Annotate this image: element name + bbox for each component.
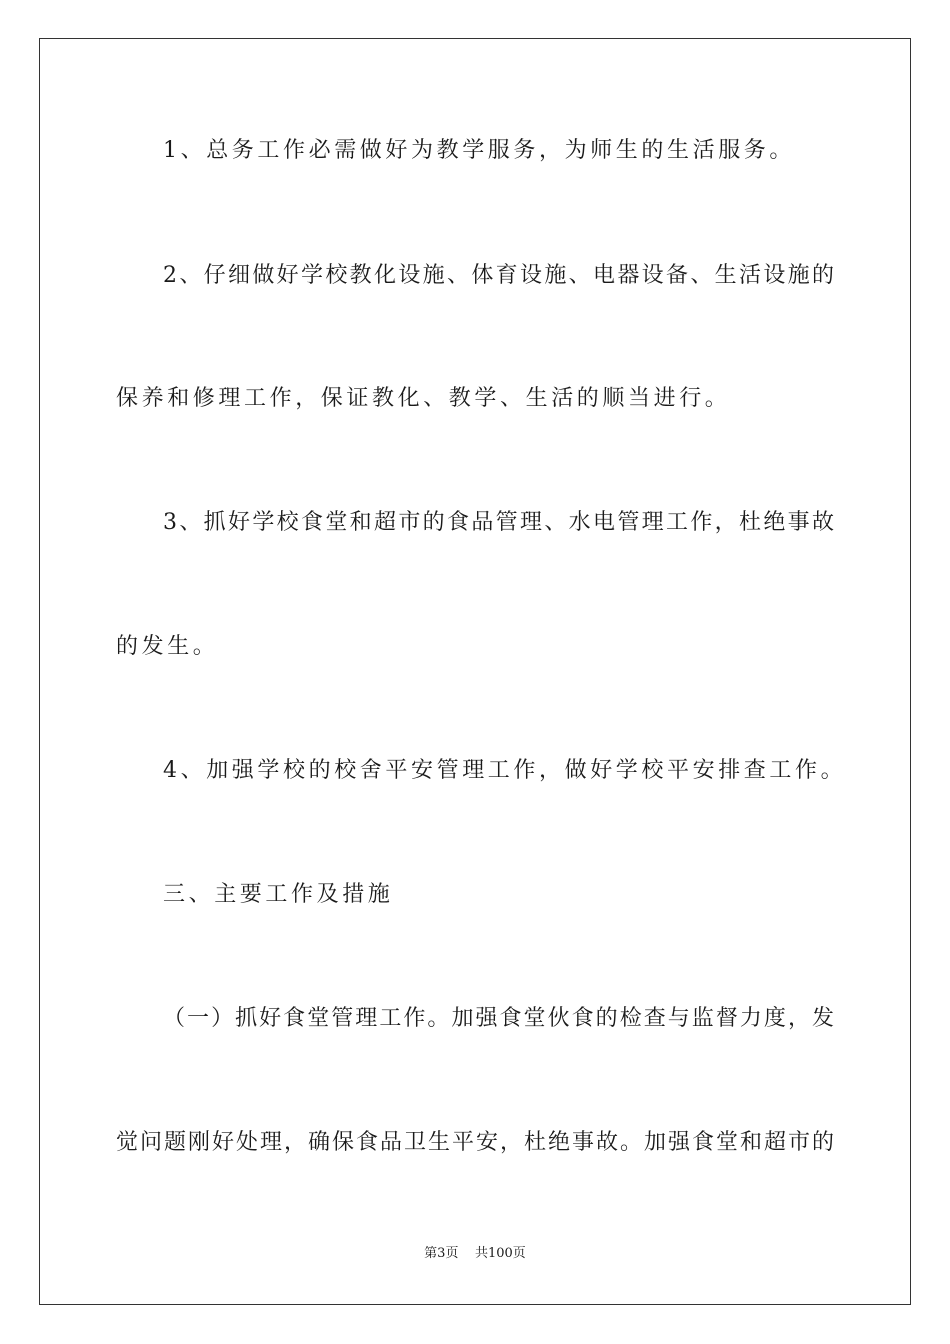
page-footer [0, 1245, 950, 1263]
paragraph-line: （一）抓好食堂管理工作。加强食堂伙食的检查与监督力度，发 [163, 1006, 834, 1031]
page-number: 第3页 [424, 1246, 459, 1261]
paragraph-line: 保养和修理工作，保证教化、教学、生活的顺当进行。 [116, 386, 731, 411]
section-heading: 三、主要工作及措施 [163, 882, 394, 907]
page-total: 共100页 [474, 1246, 526, 1261]
paragraph-line: 觉问题刚好处理，确保食品卫生平安，杜绝事故。加强食堂和超市的 [116, 1130, 834, 1155]
paragraph-line: 4、加强学校的校舍平安管理工作，做好学校平安排查工作。 [163, 758, 847, 783]
paragraph-line: 的发生。 [116, 634, 219, 659]
paragraph-line: 2、仔细做好学校教化设施、体育设施、电器设备、生活设施的 [163, 263, 834, 288]
paragraph-line: 1、总务工作必需做好为教学服务，为师生的生活服务。 [163, 138, 795, 163]
page-border [39, 38, 911, 1305]
paragraph-line: 3、抓好学校食堂和超市的食品管理、水电管理工作，杜绝事故 [163, 510, 834, 535]
